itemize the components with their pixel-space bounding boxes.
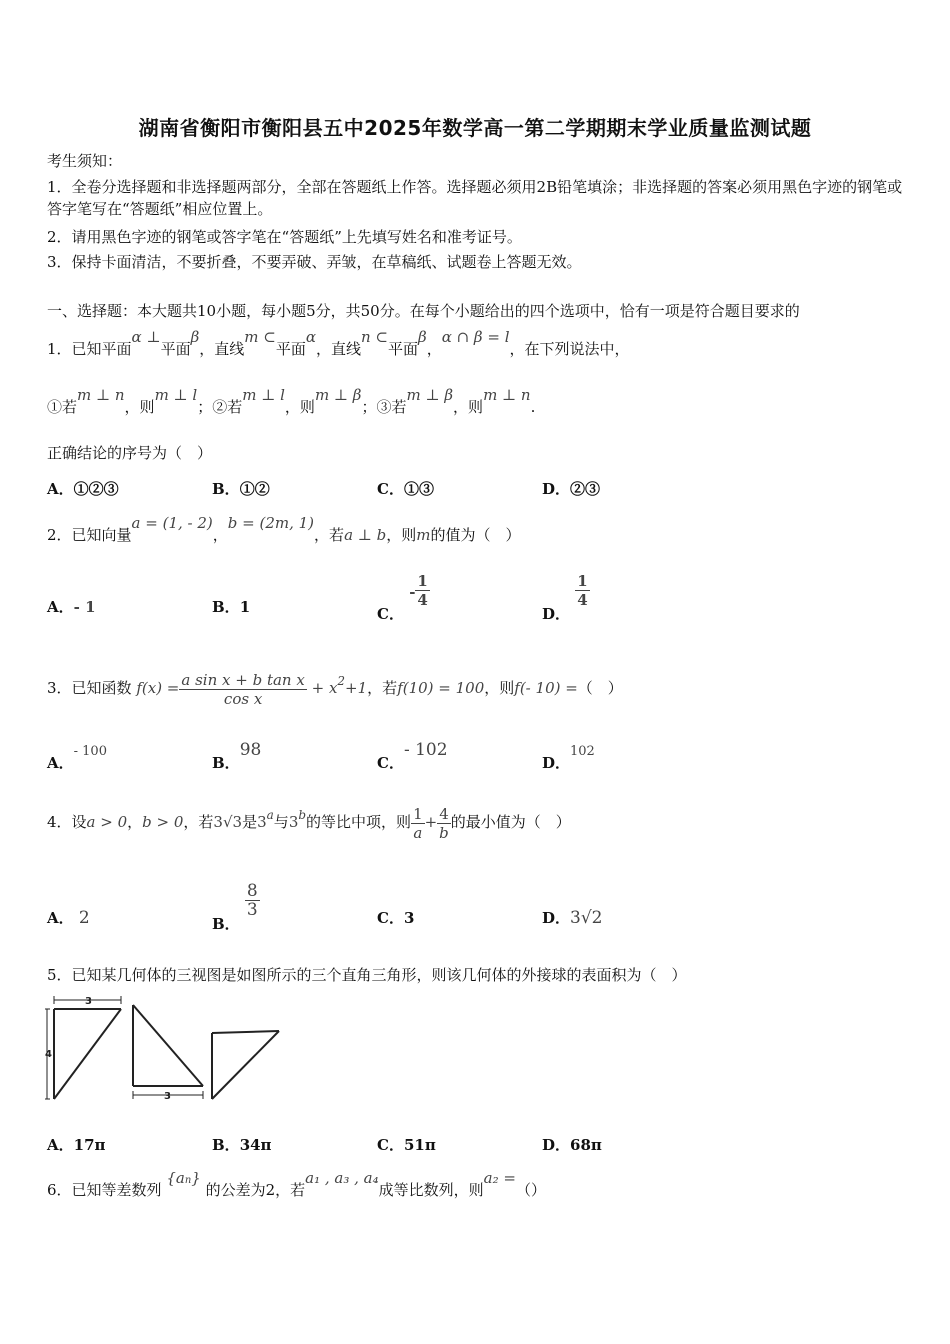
question-4-stem: 4．设a > 0，b > 0，若3√3是3$^a$与3$^b$的等比中项，则 $\frac{1}{a}$ + $\frac{4}{b}$ 的最小值为（ ） xyxy=(47,804,571,842)
q1-option-c: C．①③ xyxy=(377,480,434,498)
q5-option-d: D．68π xyxy=(542,1136,602,1154)
q1-option-a: A．①②③ xyxy=(47,480,119,498)
q5-option-a: A．17π xyxy=(47,1136,106,1154)
q4-option-a: A． 2 xyxy=(47,908,90,928)
top-view-triangle xyxy=(212,1031,279,1099)
question-1-statements: ①若m ⊥ n，则m ⊥ l；②若m ⊥ l，则m ⊥ β；③若m ⊥ β，则m ⊥ n. xyxy=(47,386,536,416)
q5-option-b: B．34π xyxy=(212,1136,272,1154)
question-2-stem: 2．已知向量a = (1, - 2)，b = (2m, 1)，若a ⊥ b，则m的值为（ ） xyxy=(47,514,521,544)
question-1-prompt: 正确结论的序号为（ ） xyxy=(47,444,213,462)
question-3-stem: 3．已知函数 f(x) = $\frac{\text{a sin x + b tan x}}{\text{cos x}}$ + $x^2+1$，若f(10) = 100，则f(- 10) =（ ） xyxy=(47,670,623,708)
q2-option-a: A．- 1 xyxy=(47,598,96,616)
q4-option-c: C．3 xyxy=(377,909,415,927)
notice-item-3: 3．保持卡面清洁，不要折叠，不要弄破、弄皱，在草稿纸、试题卷上答题无效。 xyxy=(47,253,582,271)
q5-option-c: C．51π xyxy=(377,1136,436,1154)
q3-option-d: D．102 xyxy=(542,744,595,772)
q4-option-d: D．3√2 xyxy=(542,908,603,928)
front-view-triangle xyxy=(54,1009,121,1099)
dim-label-top: 3 xyxy=(85,996,92,1007)
q4-option-b: B． $\frac{8}{3}$ xyxy=(212,881,258,933)
question-6-stem: 6．已知等差数列 $\{a^n\}$ 的公差为2，若a₁ , a₃ , a₄成等比数列，则a₂ =（） xyxy=(47,1169,546,1199)
notice-item-1: 1．全卷分选择题和非选择题两部分，全部在答题纸上作答。选择题必须用2B铅笔填涂；非选择题的答案必须用黑色字迹的钢笔或答字笔写在“答题纸”相应位置上。 xyxy=(47,178,903,218)
q3-option-c: C．- 102 xyxy=(377,740,448,772)
question-1-stem: 1．已知平面α ⊥平面β，直线m ⊂平面α，直线n ⊂平面β，α ∩ β = l，在下列说法中， xyxy=(47,328,630,358)
page-title: 湖南省衡阳市衡阳县五中2025年数学高一第二学期期末学业质量监测试题 xyxy=(138,116,812,140)
q2-option-c: C． - $\frac{1}{4}$ xyxy=(377,572,428,623)
q2-option-b: B．1 xyxy=(212,598,251,616)
notice-heading: 考生须知： xyxy=(47,152,123,170)
q3-option-a: A．- 100 xyxy=(47,744,107,772)
q3-option-b: B．98 xyxy=(212,740,262,772)
front-view-dimensions xyxy=(45,996,121,1099)
q2-option-d: D． $\frac{1}{4}$ xyxy=(542,572,588,623)
dim-label-bottom: 3 xyxy=(164,1091,171,1102)
question-5-stem: 5．已知某几何体的三视图是如图所示的三个直角三角形，则该几何体的外接球的表面积为（ ） xyxy=(47,966,687,984)
dim-label-left: 4 xyxy=(45,1049,52,1060)
section-heading: 一、选择题：本大题共10小题，每小题5分，共50分。在每个小题给出的四个选项中，恰有一项是符合题目要求的 xyxy=(47,302,800,320)
side-view-triangle xyxy=(133,1005,203,1086)
three-view-figure xyxy=(45,993,295,1103)
q1-option-b: B．①② xyxy=(212,480,270,498)
notice-item-2: 2．请用黑色字迹的钢笔或答字笔在“答题纸”上先填写姓名和准考证号。 xyxy=(47,228,522,246)
q1-option-d: D．②③ xyxy=(542,480,601,498)
